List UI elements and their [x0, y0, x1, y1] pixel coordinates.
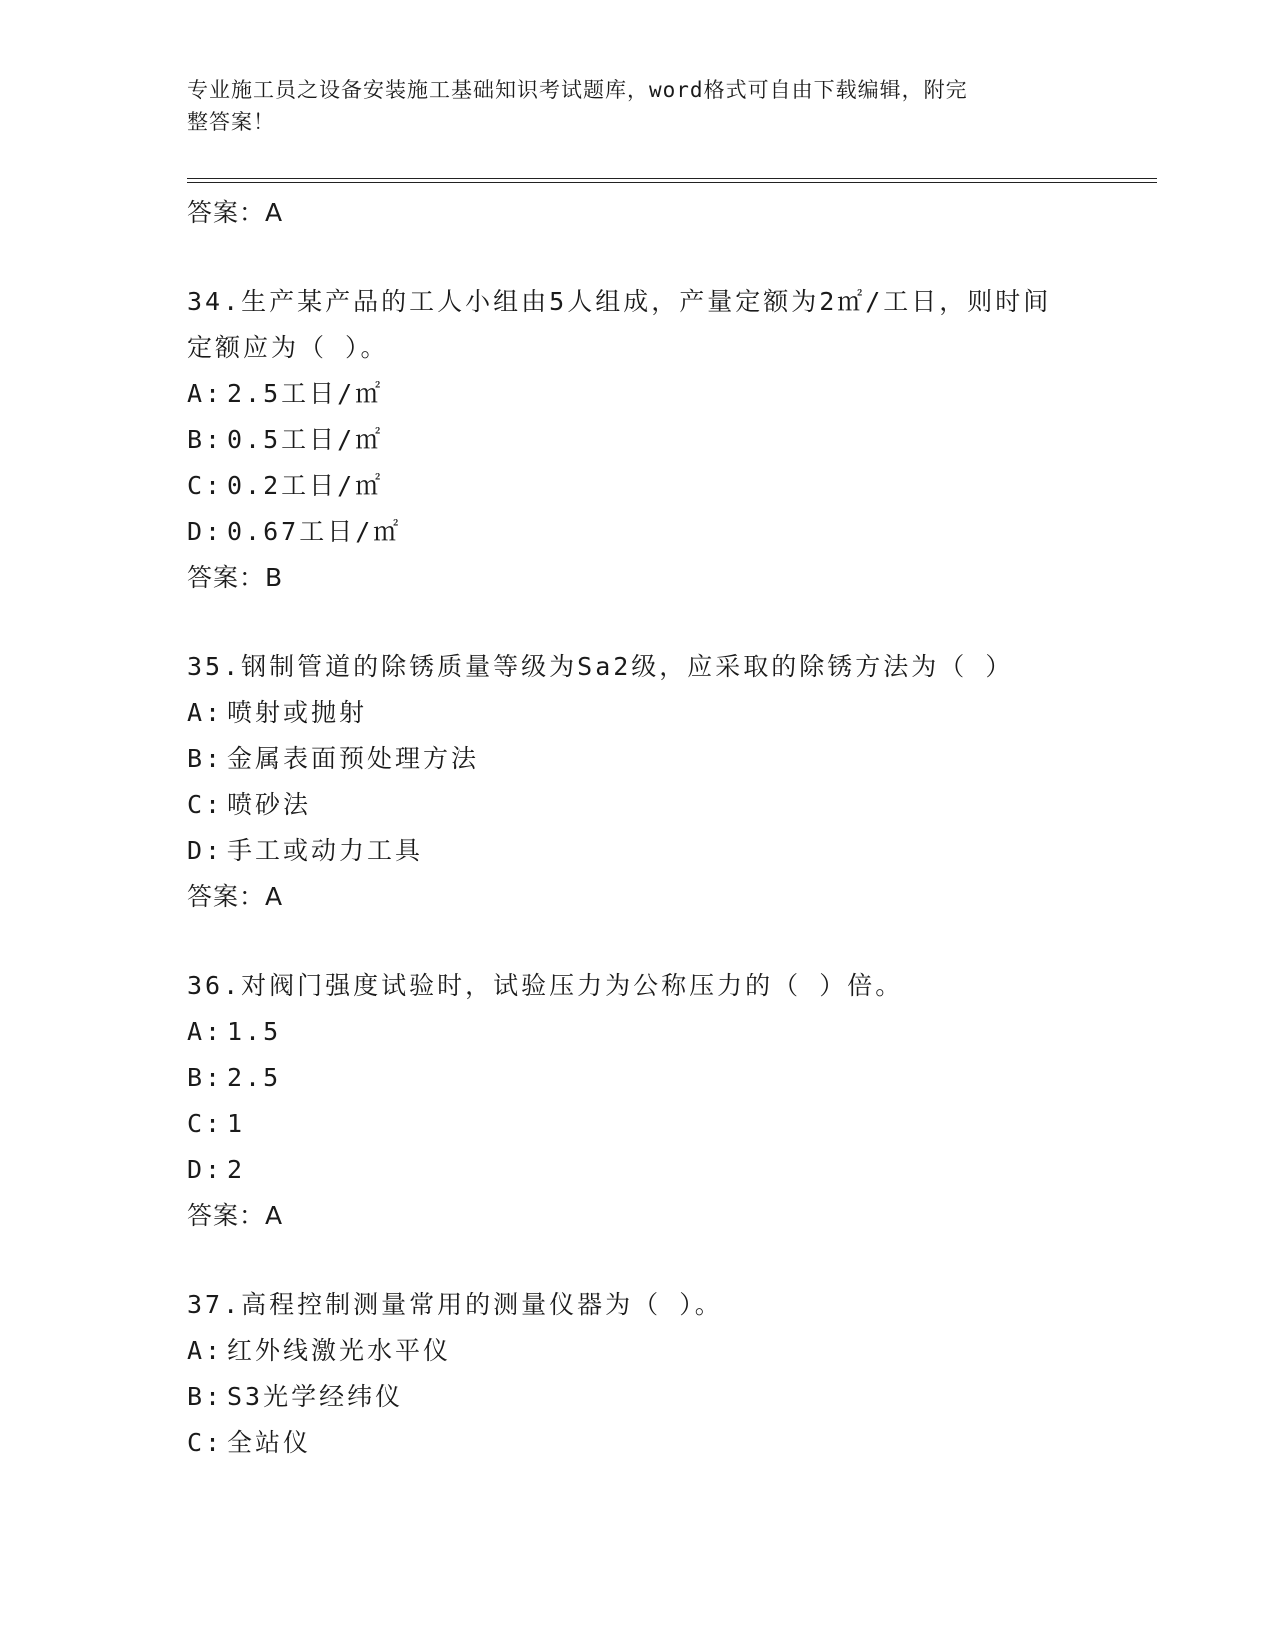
- previous-answer: 答案：A: [187, 198, 284, 227]
- question-stem: 37.高程控制测量常用的测量仪器为（ ）。: [187, 1290, 723, 1319]
- answer: 答案：A: [187, 1201, 284, 1230]
- option-text: 全站仪: [227, 1428, 312, 1457]
- option-c: [187, 782, 1157, 828]
- option-text: 0.2工日/㎡: [227, 471, 384, 500]
- spacer: [187, 600, 1157, 644]
- spacer: [187, 1238, 1157, 1282]
- option-label: B:: [187, 1063, 224, 1092]
- question-36: [187, 963, 1157, 1238]
- option-label: B:: [187, 425, 224, 454]
- document-header: [187, 74, 1087, 138]
- spacer: [187, 919, 1157, 963]
- question-stem: 36.对阀门强度试验时，试验压力为公称压力的（ ）倍。: [187, 971, 904, 1000]
- option-label: C:: [187, 1428, 224, 1457]
- option-label: A:: [187, 379, 224, 408]
- option-label: B:: [187, 744, 224, 773]
- option-c: [187, 463, 1157, 509]
- option-text: 1.5: [227, 1017, 282, 1046]
- option-text: 喷射或抛射: [227, 698, 368, 727]
- spacer: [187, 235, 1157, 279]
- header-line-2: 整答案！: [187, 110, 275, 134]
- option-b: [187, 417, 1157, 463]
- option-d: [187, 509, 1157, 555]
- option-label: D:: [187, 836, 224, 865]
- option-text: 1: [227, 1109, 246, 1138]
- option-text: 2: [227, 1155, 246, 1184]
- option-text: 2.5: [227, 1063, 282, 1092]
- header-divider: [187, 178, 1157, 183]
- option-text: S3光学经纬仪: [227, 1382, 404, 1411]
- option-text: 金属表面预处理方法: [227, 744, 480, 773]
- option-d: [187, 828, 1157, 874]
- option-text: 喷砂法: [227, 790, 312, 819]
- option-text: 0.67工日/㎡: [227, 517, 402, 546]
- option-b: [187, 1055, 1157, 1101]
- question-stem: 定额应为（ ）。: [187, 333, 389, 362]
- option-label: D:: [187, 517, 224, 546]
- option-label: D:: [187, 1155, 224, 1184]
- option-label: B:: [187, 1382, 224, 1411]
- option-a: [187, 1328, 1157, 1374]
- option-a: [187, 690, 1157, 736]
- option-label: A:: [187, 1336, 224, 1365]
- option-a: [187, 1009, 1157, 1055]
- option-b: [187, 736, 1157, 782]
- question-37: [187, 1282, 1157, 1466]
- question-34: [187, 279, 1157, 600]
- option-text: 手工或动力工具: [227, 836, 424, 865]
- answer: 答案：A: [187, 882, 284, 911]
- question-list: [187, 190, 1157, 1466]
- option-label: C:: [187, 790, 224, 819]
- option-c: [187, 1101, 1157, 1147]
- question-35: [187, 644, 1157, 919]
- question-stem: 34.生产某产品的工人小组由5人组成，产量定额为2㎡/工日，则时间: [187, 287, 1052, 316]
- option-label: C:: [187, 1109, 224, 1138]
- option-text: 红外线激光水平仪: [227, 1336, 452, 1365]
- option-c: [187, 1420, 1157, 1466]
- option-d: [187, 1147, 1157, 1193]
- header-line-1: 专业施工员之设备安装施工基础知识考试题库，word格式可自由下载编辑，附完: [187, 78, 968, 102]
- option-label: A:: [187, 1017, 224, 1046]
- option-label: A:: [187, 698, 224, 727]
- option-text: 0.5工日/㎡: [227, 425, 384, 454]
- option-label: C:: [187, 471, 224, 500]
- option-b: [187, 1374, 1157, 1420]
- option-text: 2.5工日/㎡: [227, 379, 384, 408]
- option-a: [187, 371, 1157, 417]
- answer: 答案：B: [187, 563, 284, 592]
- question-stem: 35.钢制管道的除锈质量等级为Sa2级，应采取的除锈方法为（ ）: [187, 652, 1014, 681]
